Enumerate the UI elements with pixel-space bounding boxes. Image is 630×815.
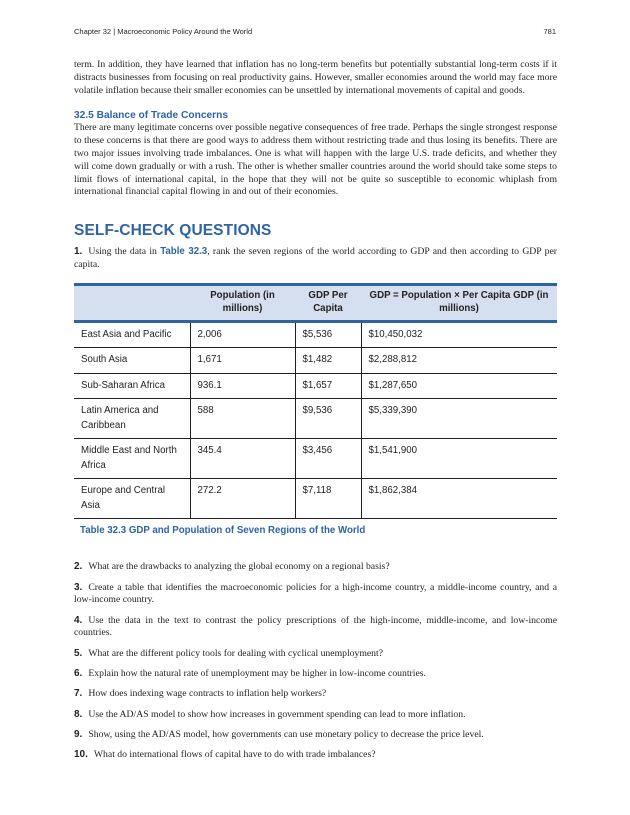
gdp-per-capita-cell: $5,536 — [295, 321, 361, 348]
gdp-per-capita-cell: $1,657 — [295, 373, 361, 399]
header-cell-region — [74, 284, 190, 321]
table-header-row — [74, 284, 557, 321]
region-cell: Middle East and North Africa — [74, 439, 190, 479]
question-number: 10. — [74, 749, 88, 761]
question-item — [74, 749, 557, 762]
question-number: 4. — [74, 614, 83, 626]
question-text: What are the different policy tools for dealing with cyclical unemployment? — [88, 647, 383, 659]
table-row — [74, 479, 557, 519]
question-number: 1. — [74, 246, 83, 258]
region-cell: Europe and Central Asia — [74, 479, 190, 519]
page-number: 781 — [543, 27, 556, 36]
question-number: 2. — [74, 561, 83, 573]
chapter-title: Chapter 32 | Macroeconomic Policy Around the World — [74, 27, 253, 36]
question-list — [74, 561, 557, 762]
header-cell-gdp-per-capita: GDP Per Capita — [295, 284, 361, 321]
question-text: Explain how the natural rate of unemployment may be higher in low-income countries. — [88, 668, 426, 680]
question-text: Show, using the AD/AS model, how governments can use monetary policy to decrease the price level. — [88, 728, 484, 740]
question-number: 3. — [74, 581, 83, 593]
region-cell: Sub-Saharan Africa — [74, 373, 190, 399]
population-cell: 272.2 — [190, 479, 295, 519]
question-number: 6. — [74, 668, 83, 680]
intro-paragraph: term. In addition, they have learned that inflation has no long-term benefits but potentially substantial long-term costs if it distracts businesses from focusing on real productivity gains. However, smaller economies around the world may face more volatile inflation because their smaller economies can be unsettled by international movements of capital and goods. — [74, 59, 557, 96]
section-heading: 32.5 Balance of Trade Concerns — [74, 110, 229, 122]
population-cell: 345.4 — [190, 439, 295, 479]
population-cell: 588 — [190, 399, 295, 439]
region-cell: South Asia — [74, 348, 190, 374]
population-cell: 1,671 — [190, 348, 295, 374]
table-row — [74, 399, 557, 439]
gdp-per-capita-cell: $3,456 — [295, 439, 361, 479]
table-row — [74, 321, 557, 348]
question-number: 5. — [74, 647, 83, 659]
region-cell: East Asia and Pacific — [74, 321, 190, 348]
gdp-per-capita-cell: $7,118 — [295, 479, 361, 519]
question-text: Create a table that identifies the macroeconomic policies for a high-income country, a middle-income country, and a low-income country. — [74, 581, 557, 606]
question-1 — [74, 246, 557, 272]
running-header — [74, 27, 556, 39]
gdp-per-capita-cell: $9,536 — [295, 399, 361, 439]
question-text-end: , rank the seven regions of the world according to GDP and then according to GDP per capita. — [74, 246, 557, 270]
question-text: What do international flows of capital have to do with trade imbalances? — [93, 749, 376, 761]
question-number: 9. — [74, 728, 83, 740]
gdp-population-table — [74, 283, 557, 520]
question-item — [74, 668, 557, 681]
gdp-cell: $1,287,650 — [361, 373, 557, 399]
table-reference-link[interactable]: Table 32.3 — [160, 246, 208, 258]
gdp-cell: $2,288,812 — [361, 348, 557, 374]
question-text: What are the drawbacks to analyzing the global economy on a regional basis? — [88, 561, 390, 573]
question-text-start: Using the data in — [88, 246, 161, 258]
gdp-cell: $5,339,390 — [361, 399, 557, 439]
question-item — [74, 561, 557, 574]
question-item — [74, 582, 557, 608]
header-cell-population: Population (in millions) — [190, 284, 295, 321]
table-caption: Table 32.3 GDP and Population of Seven Regions of the World — [80, 525, 366, 537]
question-number: 8. — [74, 708, 83, 720]
question-item — [74, 615, 557, 641]
gdp-cell: $1,862,384 — [361, 479, 557, 519]
question-item — [74, 648, 557, 661]
table-row — [74, 439, 557, 479]
header-cell-gdp: GDP = Population × Per Capita GDP (in millions) — [361, 284, 557, 321]
gdp-per-capita-cell: $1,482 — [295, 348, 361, 374]
question-item — [74, 709, 557, 722]
population-cell: 2,006 — [190, 321, 295, 348]
table-row — [74, 373, 557, 399]
question-text: Use the data in the text to contrast the policy prescriptions of the high-income, middle-income, and low-income countries. — [74, 614, 557, 639]
region-cell: Latin America and Caribbean — [74, 399, 190, 439]
question-number: 7. — [74, 688, 83, 700]
population-cell: 936.1 — [190, 373, 295, 399]
section-paragraph: There are many legitimate concerns over possible negative consequences of free trade. Perhaps the single strongest response to these concerns is that there are good ways to address them without restricting trade and thus losing its benefits. There are two major issues involving trade imbalances. One is what will happen with the large U.S. trade deficits, and whether they will come down gradually or with a rush. The other is whether smaller countries around the world should take some steps to limit flows of international capital, in the hope that they will not be quite so susceptible to economic whiplash from international financial capital flowing in and out of their economies. — [74, 122, 557, 198]
page-content — [74, 59, 557, 770]
gdp-cell: $10,450,032 — [361, 321, 557, 348]
question-text: How does indexing wage contracts to inflation help workers? — [88, 688, 327, 700]
question-item — [74, 688, 557, 701]
question-text: Use the AD/AS model to show how increases in government spending can lead to more inflation. — [88, 708, 466, 720]
self-check-heading: SELF-CHECK QUESTIONS — [74, 222, 272, 240]
question-item — [74, 729, 557, 742]
gdp-cell: $1,541,900 — [361, 439, 557, 479]
table-row — [74, 348, 557, 374]
